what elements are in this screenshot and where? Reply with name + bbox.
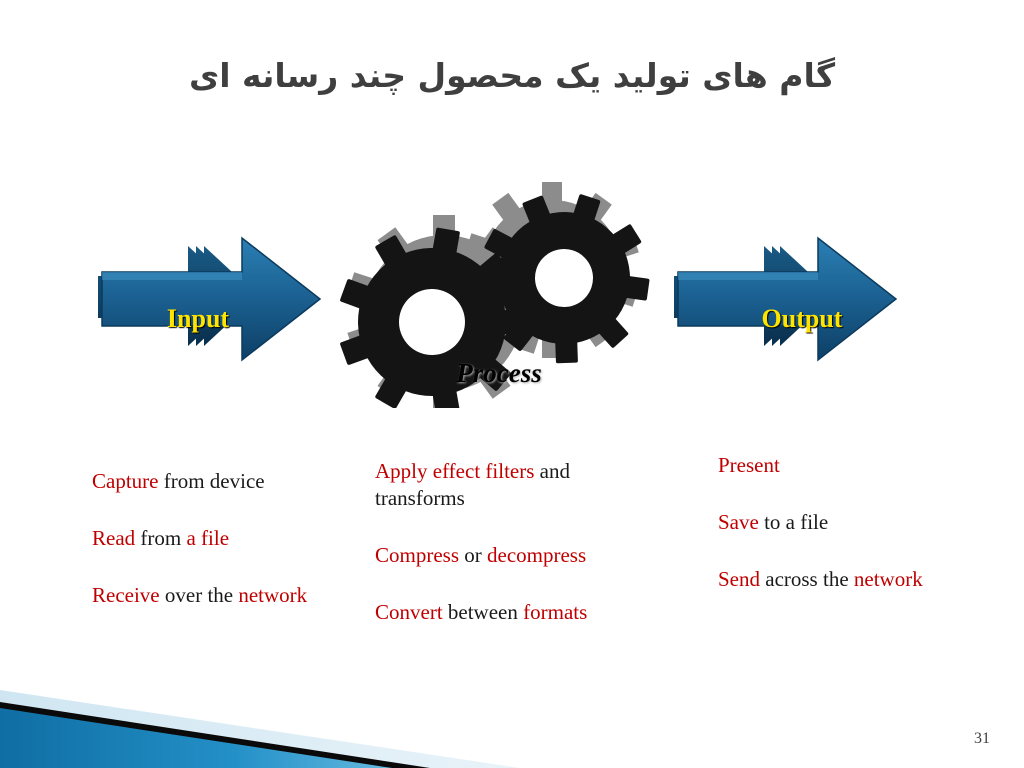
list-item-text: over the: [159, 582, 239, 607]
list-item-keyword-2: a file: [186, 525, 230, 550]
list-item-text: across the: [760, 566, 854, 591]
list-item-keyword: Convert: [375, 599, 443, 624]
list-item-keyword: Read: [92, 525, 136, 550]
list-item-text: from device: [158, 469, 265, 493]
list-item-keyword-2: network: [238, 582, 308, 607]
list-item-text: and transforms: [375, 459, 570, 510]
list-item: [718, 452, 948, 479]
right-arrow-icon: [668, 228, 908, 368]
page-title: گام های تولید یک محصول چند رسانه ای: [188, 56, 836, 95]
output-arrow: [668, 228, 908, 368]
list-item-keyword: Receive: [92, 582, 160, 607]
list-item-text: from: [135, 525, 187, 550]
process-label: Process: [456, 358, 542, 388]
list-item-keyword: Apply effect filters: [375, 459, 535, 483]
input-label: Input: [166, 304, 230, 333]
list-item-keyword: Compress: [375, 542, 459, 567]
list-item-keyword: Capture: [92, 469, 159, 493]
list-item-text: or: [459, 542, 487, 567]
input-items: [92, 468, 322, 609]
list-item: [375, 542, 650, 569]
list-item: [718, 566, 948, 593]
output-items: [718, 452, 948, 593]
list-item-keyword: Present: [718, 453, 780, 477]
list-item: [375, 458, 650, 512]
list-item-text: between: [442, 599, 524, 624]
process-items: [375, 458, 650, 626]
list-item: [718, 509, 948, 536]
corner-decoration: [0, 628, 520, 768]
list-item: [375, 599, 650, 626]
input-arrow: [92, 228, 332, 368]
list-item: [92, 582, 322, 609]
list-item-keyword: Save: [718, 509, 759, 534]
list-item-keyword-2: formats: [523, 599, 588, 624]
list-item-keyword: Send: [718, 566, 760, 591]
right-arrow-icon: [92, 228, 332, 368]
list-item-keyword-2: decompress: [487, 542, 587, 567]
page-number: 31: [974, 730, 990, 747]
list-item-keyword-2: network: [853, 566, 923, 591]
list-item: [92, 525, 322, 552]
list-item-text: to a file: [758, 509, 829, 534]
output-label: Output: [761, 304, 843, 333]
list-item: [92, 468, 322, 495]
